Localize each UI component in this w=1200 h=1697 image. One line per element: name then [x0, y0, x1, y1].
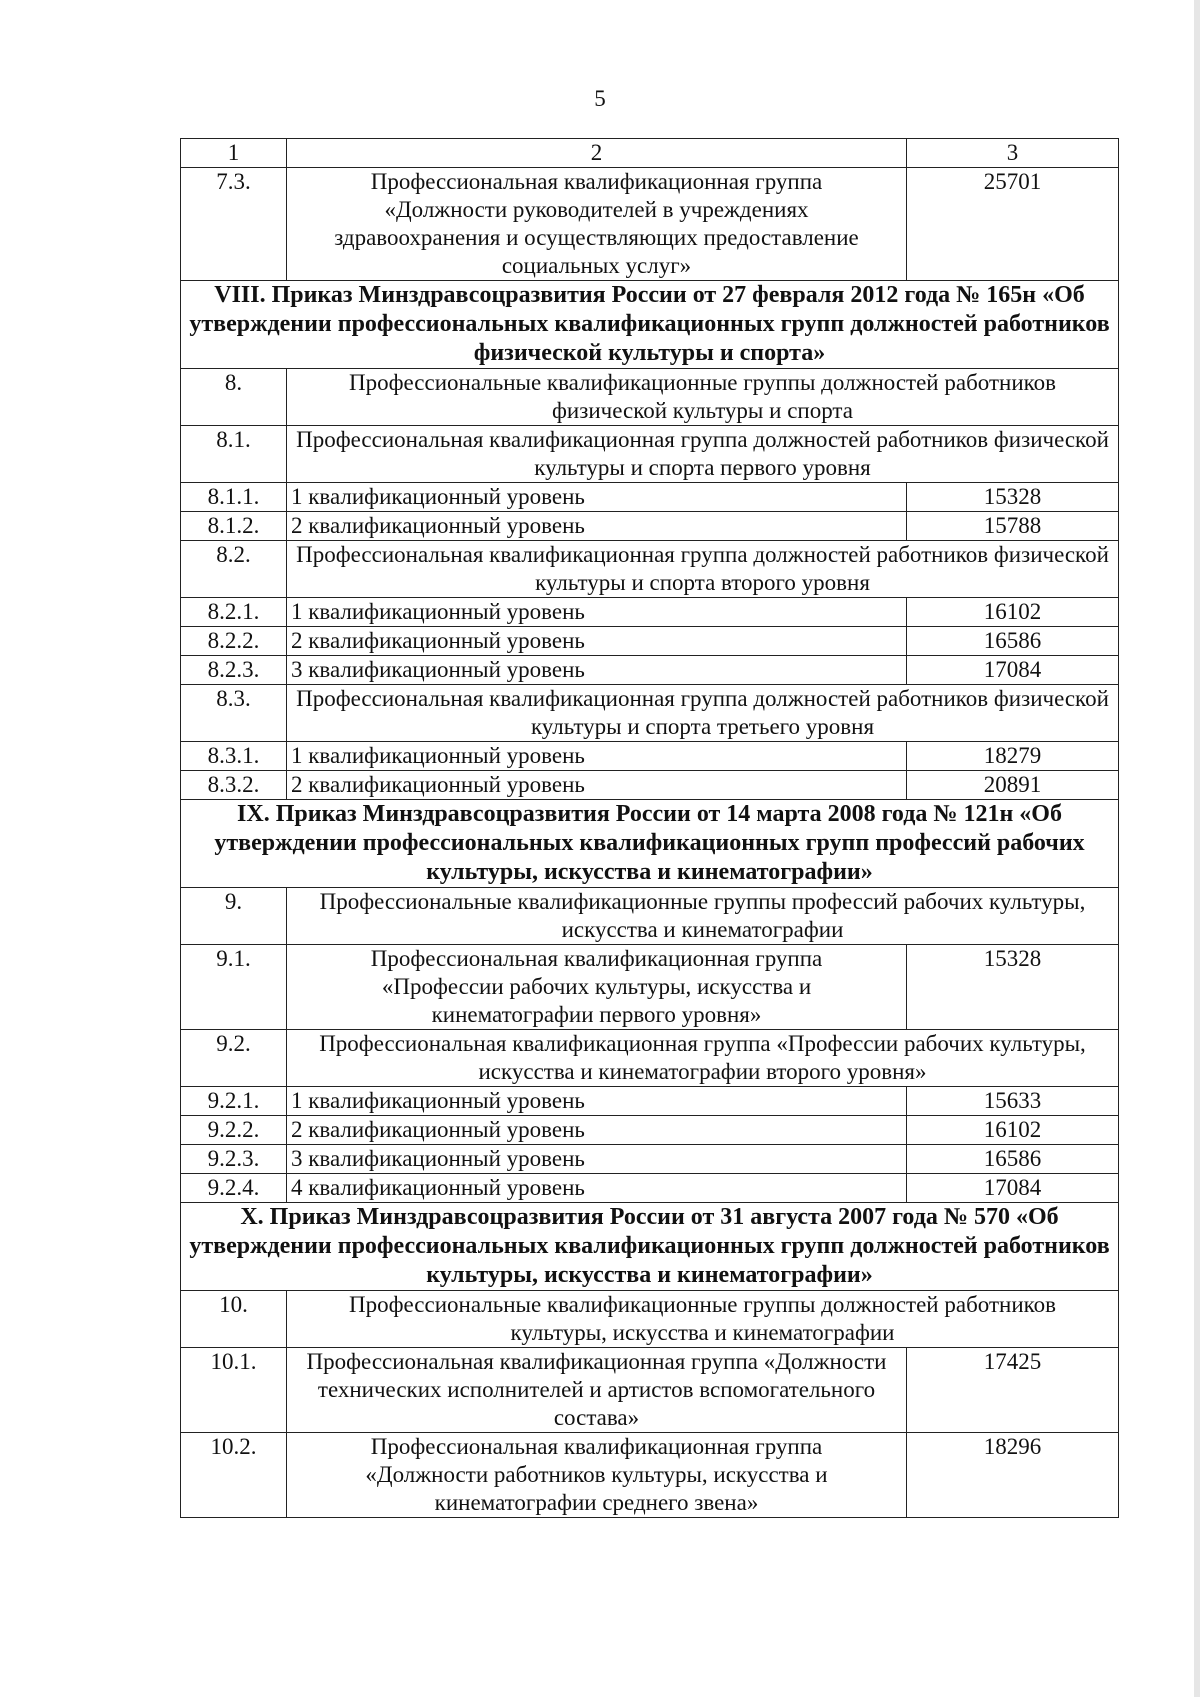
row-value: 17425 [907, 1348, 1119, 1433]
table-row [181, 483, 1119, 512]
row-number: 10.2. [181, 1433, 287, 1518]
salary-table [180, 138, 1119, 1518]
section-heading-x: X. Приказ Минздравсоцразвития России от 31 августа 2007 года № 570 «Об утверждении профессиональных квалификационных групп должностей работников культуры, искусства и кинематографии» [181, 1203, 1119, 1291]
row-text: Профессиональная квалификационная группа «Должности технических исполнителей и артистов вспомогательного состава» [287, 1348, 907, 1433]
table-header-row [181, 139, 1119, 168]
row-value: 15633 [907, 1087, 1119, 1116]
row-value: 18279 [907, 742, 1119, 771]
table-row [181, 1433, 1119, 1518]
row-text: 2 квалификационный уровень [287, 771, 907, 800]
table-row [181, 945, 1119, 1030]
section-heading-viii: VIII. Приказ Минздравсоцразвития России от 27 февраля 2012 года № 165н «Об утверждении профессиональных квалификационных групп должностей работников физической культуры и спорта» [181, 281, 1119, 369]
row-text: Профессиональная квалификационная группа «Профессии рабочих культуры, искусства и кинематографии второго уровня» [287, 1030, 1119, 1087]
table-row [181, 1348, 1119, 1433]
row-value: 15788 [907, 512, 1119, 541]
table-row [181, 1116, 1119, 1145]
row-text: Профессиональная квалификационная группа должностей работников физической культуры и спорта первого уровня [287, 426, 1119, 483]
row-number: 8.1.1. [181, 483, 287, 512]
row-value: 17084 [907, 1174, 1119, 1203]
row-value: 17084 [907, 656, 1119, 685]
table-row [181, 1145, 1119, 1174]
row-number: 8.3. [181, 685, 287, 742]
table-row [181, 771, 1119, 800]
row-text: 4 квалификационный уровень [287, 1174, 907, 1203]
row-number: 8.2.2. [181, 627, 287, 656]
table-row [181, 541, 1119, 598]
row-number: 8.2.3. [181, 656, 287, 685]
row-number: 8.1.2. [181, 512, 287, 541]
table-row [181, 656, 1119, 685]
row-value: 16102 [907, 1116, 1119, 1145]
row-number: 9.1. [181, 945, 287, 1030]
row-number: 8. [181, 369, 287, 426]
row-text: 3 квалификационный уровень [287, 656, 907, 685]
row-text: 2 квалификационный уровень [287, 1116, 907, 1145]
row-value: 20891 [907, 771, 1119, 800]
table-row [181, 512, 1119, 541]
row-number: 7.3. [181, 168, 287, 281]
row-value: 16102 [907, 598, 1119, 627]
row-text: 1 квалификационный уровень [287, 1087, 907, 1116]
table-row [181, 1030, 1119, 1087]
row-number: 9.2.2. [181, 1116, 287, 1145]
table-row [181, 685, 1119, 742]
row-value: 15328 [907, 483, 1119, 512]
section-row [181, 800, 1119, 888]
table-row [181, 742, 1119, 771]
row-value: 25701 [907, 168, 1119, 281]
row-text: Профессиональная квалификационная группа должностей работников физической культуры и спорта второго уровня [287, 541, 1119, 598]
row-text: Профессиональные квалификационные группы профессий рабочих культуры, искусства и кинематографии [287, 888, 1119, 945]
row-text: 3 квалификационный уровень [287, 1145, 907, 1174]
row-text: 2 квалификационный уровень [287, 512, 907, 541]
table-row [181, 168, 1119, 281]
page-edge [1194, 0, 1200, 1697]
table-row [181, 1291, 1119, 1348]
table-row [181, 1087, 1119, 1116]
row-text: 1 квалификационный уровень [287, 598, 907, 627]
table-row [181, 426, 1119, 483]
header-col-1: 1 [181, 139, 287, 168]
row-number: 8.1. [181, 426, 287, 483]
row-text: Профессиональные квалификационные группы должностей работников культуры, искусства и кинематографии [287, 1291, 1119, 1348]
row-text: Профессиональная квалификационная группа «Должности руководителей в учреждениях здравоохранения и осуществляющих предоставление социальных услуг» [287, 168, 907, 281]
row-number: 9.2.3. [181, 1145, 287, 1174]
row-text: Профессиональная квалификационная группа «Профессии рабочих культуры, искусства и кинематографии первого уровня» [287, 945, 907, 1030]
row-text: Профессиональная квалификационная группа «Должности работников культуры, искусства и кинематографии среднего звена» [287, 1433, 907, 1518]
row-number: 9.2. [181, 1030, 287, 1087]
row-text: 1 квалификационный уровень [287, 483, 907, 512]
header-col-3: 3 [907, 139, 1119, 168]
row-number: 10. [181, 1291, 287, 1348]
row-number: 9.2.4. [181, 1174, 287, 1203]
row-value: 16586 [907, 1145, 1119, 1174]
section-row [181, 1203, 1119, 1291]
header-col-2: 2 [287, 139, 907, 168]
table-row [181, 369, 1119, 426]
section-heading-ix: IX. Приказ Минздравсоцразвития России от 14 марта 2008 года № 121н «Об утверждении профессиональных квалификационных групп профессий рабочих культуры, искусства и кинематографии» [181, 800, 1119, 888]
row-number: 8.2.1. [181, 598, 287, 627]
row-value: 16586 [907, 627, 1119, 656]
row-value: 18296 [907, 1433, 1119, 1518]
table-row [181, 627, 1119, 656]
row-number: 8.3.2. [181, 771, 287, 800]
row-number: 9.2.1. [181, 1087, 287, 1116]
row-number: 9. [181, 888, 287, 945]
row-number: 10.1. [181, 1348, 287, 1433]
row-text: 2 квалификационный уровень [287, 627, 907, 656]
row-text: 1 квалификационный уровень [287, 742, 907, 771]
table-row [181, 888, 1119, 945]
row-number: 8.3.1. [181, 742, 287, 771]
section-row [181, 281, 1119, 369]
row-number: 8.2. [181, 541, 287, 598]
row-text: Профессиональные квалификационные группы должностей работников физической культуры и спорта [287, 369, 1119, 426]
row-text: Профессиональная квалификационная группа должностей работников физической культуры и спорта третьего уровня [287, 685, 1119, 742]
table-row [181, 1174, 1119, 1203]
table-row [181, 598, 1119, 627]
row-value: 15328 [907, 945, 1119, 1030]
page-number: 5 [594, 86, 606, 111]
